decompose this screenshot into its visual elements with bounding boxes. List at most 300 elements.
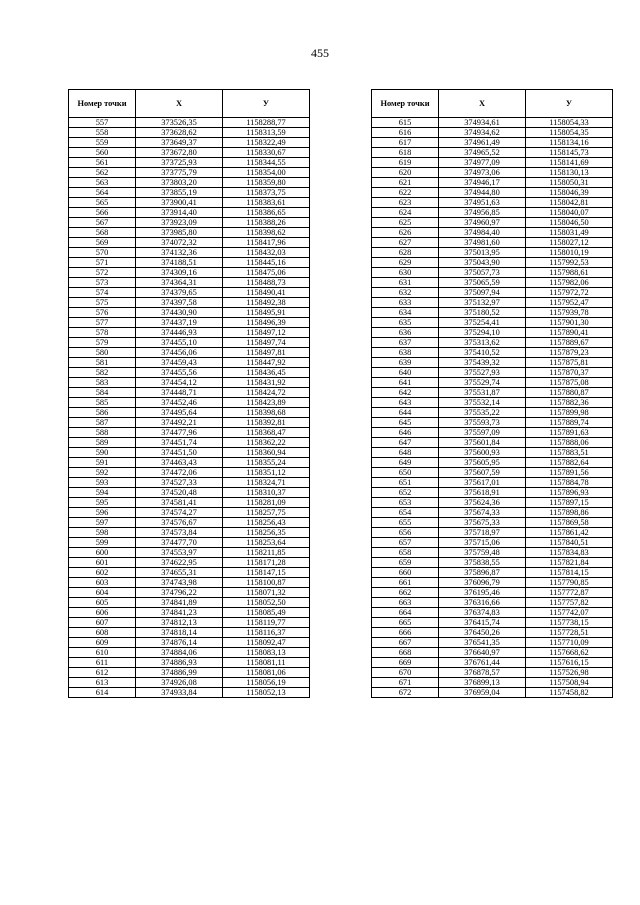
table-row [69,248,310,258]
y-coordinate-cell: 1158054,35 [526,128,613,138]
x-coordinate-cell: 376899,13 [439,678,526,688]
table-row [372,548,613,558]
table-row [69,478,310,488]
x-coordinate-cell: 374072,32 [136,238,223,248]
y-coordinate-cell: 1158253,64 [223,538,310,548]
x-coordinate-cell: 375439,32 [439,358,526,368]
header-x: Х [439,90,526,118]
x-coordinate-cell: 374841,23 [136,608,223,618]
table-row [69,548,310,558]
table-row [372,458,613,468]
y-coordinate-cell: 1158368,47 [223,428,310,438]
table-row [372,598,613,608]
point-number-cell: 599 [69,538,136,548]
x-coordinate-cell: 374951,63 [439,198,526,208]
y-coordinate-cell: 1157972,72 [526,288,613,298]
x-coordinate-cell: 376761,44 [439,658,526,668]
x-coordinate-cell: 374884,06 [136,648,223,658]
x-coordinate-cell: 375097,94 [439,288,526,298]
table-row [69,388,310,398]
x-coordinate-cell: 374956,85 [439,208,526,218]
table-row [69,508,310,518]
table-row [372,648,613,658]
y-coordinate-cell: 1158313,59 [223,128,310,138]
table-row [372,468,613,478]
x-coordinate-cell: 374459,43 [136,358,223,368]
point-number-cell: 634 [372,308,439,318]
y-coordinate-cell: 1158417,96 [223,238,310,248]
y-coordinate-cell: 1157898,86 [526,508,613,518]
x-coordinate-cell: 373649,37 [136,138,223,148]
x-coordinate-cell: 374886,93 [136,658,223,668]
table-row [69,568,310,578]
point-number-cell: 573 [69,278,136,288]
point-number-cell: 661 [372,578,439,588]
x-coordinate-cell: 375057,73 [439,268,526,278]
table-row [69,518,310,528]
x-coordinate-cell: 375618,91 [439,488,526,498]
table-row [69,578,310,588]
point-number-cell: 588 [69,428,136,438]
x-coordinate-cell: 374926,08 [136,678,223,688]
table-row [372,398,613,408]
header-y: У [526,90,613,118]
table-row [372,568,613,578]
point-number-cell: 575 [69,298,136,308]
table-row [372,278,613,288]
x-coordinate-cell: 375254,41 [439,318,526,328]
y-coordinate-cell: 1158081,06 [223,668,310,678]
y-coordinate-cell: 1157458,82 [526,688,613,698]
table-row [372,208,613,218]
y-coordinate-cell: 1157952,47 [526,298,613,308]
table-row [69,588,310,598]
y-coordinate-cell: 1158085,49 [223,608,310,618]
table-row [69,298,310,308]
table-row [372,668,613,678]
table-row [69,368,310,378]
y-coordinate-cell: 1158497,81 [223,348,310,358]
y-coordinate-cell: 1157884,78 [526,478,613,488]
y-coordinate-cell: 1157710,09 [526,638,613,648]
point-number-cell: 601 [69,558,136,568]
table-row [372,378,613,388]
y-coordinate-cell: 1158281,09 [223,498,310,508]
x-coordinate-cell: 373803,20 [136,178,223,188]
point-number-cell: 623 [372,198,439,208]
y-coordinate-cell: 1158100,87 [223,578,310,588]
point-number-cell: 667 [372,638,439,648]
point-number-cell: 657 [372,538,439,548]
x-coordinate-cell: 374456,06 [136,348,223,358]
y-coordinate-cell: 1158081,11 [223,658,310,668]
point-number-cell: 643 [372,398,439,408]
point-number-cell: 617 [372,138,439,148]
y-coordinate-cell: 1157882,36 [526,398,613,408]
y-coordinate-cell: 1158492,38 [223,298,310,308]
table-header-row [69,90,310,118]
x-coordinate-cell: 375624,36 [439,498,526,508]
y-coordinate-cell: 1157821,84 [526,558,613,568]
header-x: Х [136,90,223,118]
point-number-cell: 578 [69,328,136,338]
point-number-cell: 582 [69,368,136,378]
table-row [69,528,310,538]
point-number-cell: 577 [69,318,136,328]
point-number-cell: 627 [372,238,439,248]
point-number-cell: 559 [69,138,136,148]
point-number-cell: 666 [372,628,439,638]
x-coordinate-cell: 373855,19 [136,188,223,198]
y-coordinate-cell: 1157896,93 [526,488,613,498]
y-coordinate-cell: 1158288,77 [223,118,310,128]
table-row [372,298,613,308]
table-row [372,408,613,418]
point-number-cell: 659 [372,558,439,568]
table-row [69,278,310,288]
table-row [372,508,613,518]
y-coordinate-cell: 1158423,89 [223,398,310,408]
y-coordinate-cell: 1157879,23 [526,348,613,358]
point-number-cell: 610 [69,648,136,658]
point-number-cell: 630 [372,268,439,278]
point-number-cell: 581 [69,358,136,368]
point-number-cell: 629 [372,258,439,268]
x-coordinate-cell: 376316,66 [439,598,526,608]
y-coordinate-cell: 1158027,12 [526,238,613,248]
x-coordinate-cell: 374581,41 [136,498,223,508]
x-coordinate-cell: 374364,31 [136,278,223,288]
table-row [69,598,310,608]
table-row [372,638,613,648]
y-coordinate-cell: 1158386,65 [223,208,310,218]
x-coordinate-cell: 374984,40 [439,228,526,238]
table-row [69,668,310,678]
x-coordinate-cell: 376195,46 [439,588,526,598]
y-coordinate-cell: 1157526,98 [526,668,613,678]
y-coordinate-cell: 1158392,81 [223,418,310,428]
y-coordinate-cell: 1158351,12 [223,468,310,478]
table-row [372,188,613,198]
x-coordinate-cell: 374430,90 [136,308,223,318]
point-number-cell: 655 [372,518,439,528]
x-coordinate-cell: 375605,95 [439,458,526,468]
point-number-cell: 566 [69,208,136,218]
table-row [69,608,310,618]
y-coordinate-cell: 1157882,64 [526,458,613,468]
table-row [372,558,613,568]
table-row [372,228,613,238]
x-coordinate-cell: 375531,87 [439,388,526,398]
x-coordinate-cell: 374818,14 [136,628,223,638]
y-coordinate-cell: 1158310,37 [223,488,310,498]
x-coordinate-cell: 374946,17 [439,178,526,188]
x-coordinate-cell: 374796,22 [136,588,223,598]
point-number-cell: 567 [69,218,136,228]
point-number-cell: 622 [372,188,439,198]
x-coordinate-cell: 373628,62 [136,128,223,138]
point-number-cell: 621 [372,178,439,188]
y-coordinate-cell: 1157814,15 [526,568,613,578]
x-coordinate-cell: 374397,58 [136,298,223,308]
y-coordinate-cell: 1158330,67 [223,148,310,158]
y-coordinate-cell: 1158496,39 [223,318,310,328]
x-coordinate-cell: 373526,35 [136,118,223,128]
y-coordinate-cell: 1157875,08 [526,378,613,388]
x-coordinate-cell: 376541,35 [439,638,526,648]
y-coordinate-cell: 1157742,07 [526,608,613,618]
point-number-cell: 562 [69,168,136,178]
y-coordinate-cell: 1158054,33 [526,118,613,128]
table-row [69,498,310,508]
x-coordinate-cell: 374981,60 [439,238,526,248]
table-row [372,138,613,148]
table-row [372,488,613,498]
point-number-cell: 640 [372,368,439,378]
y-coordinate-cell: 1158256,43 [223,518,310,528]
x-coordinate-cell: 374977,09 [439,158,526,168]
table-row [372,418,613,428]
table-row [69,178,310,188]
y-coordinate-cell: 1157982,06 [526,278,613,288]
y-coordinate-cell: 1157880,87 [526,388,613,398]
x-coordinate-cell: 374934,61 [439,118,526,128]
table-row [69,238,310,248]
table-row [69,398,310,408]
y-coordinate-cell: 1158436,45 [223,368,310,378]
x-coordinate-cell: 374944,80 [439,188,526,198]
table-row [69,488,310,498]
y-coordinate-cell: 1158145,73 [526,148,613,158]
table-row [69,118,310,128]
y-coordinate-cell: 1157861,42 [526,528,613,538]
table-row [372,448,613,458]
table-row [69,648,310,658]
y-coordinate-cell: 1157888,06 [526,438,613,448]
table-row [372,688,613,698]
point-number-cell: 663 [372,598,439,608]
y-coordinate-cell: 1157728,51 [526,628,613,638]
point-number-cell: 656 [372,528,439,538]
table-row [372,678,613,688]
y-coordinate-cell: 1158071,32 [223,588,310,598]
point-number-cell: 594 [69,488,136,498]
x-coordinate-cell: 375529,74 [439,378,526,388]
table-row [372,288,613,298]
y-coordinate-cell: 1157869,58 [526,518,613,528]
point-number-cell: 664 [372,608,439,618]
x-coordinate-cell: 375759,48 [439,548,526,558]
table-row [69,228,310,238]
point-number-cell: 668 [372,648,439,658]
point-number-cell: 638 [372,348,439,358]
table-row [372,158,613,168]
table-row [69,448,310,458]
x-coordinate-cell: 375065,59 [439,278,526,288]
x-coordinate-cell: 375410,52 [439,348,526,358]
point-number-cell: 615 [372,118,439,128]
header-point-number: Номер точки [372,90,439,118]
x-coordinate-cell: 374527,33 [136,478,223,488]
x-coordinate-cell: 374622,95 [136,558,223,568]
point-number-cell: 597 [69,518,136,528]
table-row [372,308,613,318]
table-header-row [372,90,613,118]
point-number-cell: 579 [69,338,136,348]
header-point-number: Номер точки [69,90,136,118]
y-coordinate-cell: 1158445,16 [223,258,310,268]
x-coordinate-cell: 373923,09 [136,218,223,228]
table-row [372,658,613,668]
point-number-cell: 651 [372,478,439,488]
table-row [69,408,310,418]
table-row [69,678,310,688]
y-coordinate-cell: 1158398,62 [223,228,310,238]
table-row [372,318,613,328]
table-row [69,198,310,208]
table-row [69,138,310,148]
y-coordinate-cell: 1158031,49 [526,228,613,238]
table-row [372,148,613,158]
table-row [372,518,613,528]
x-coordinate-cell: 375617,01 [439,478,526,488]
y-coordinate-cell: 1158052,13 [223,688,310,698]
y-coordinate-cell: 1158362,22 [223,438,310,448]
point-number-cell: 614 [69,688,136,698]
table-row [372,358,613,368]
y-coordinate-cell: 1158092,47 [223,638,310,648]
table-row [372,178,613,188]
table-row [372,248,613,258]
x-coordinate-cell: 374454,12 [136,378,223,388]
x-coordinate-cell: 373985,80 [136,228,223,238]
point-number-cell: 658 [372,548,439,558]
y-coordinate-cell: 1158495,91 [223,308,310,318]
x-coordinate-cell: 375535,22 [439,408,526,418]
x-coordinate-cell: 375527,93 [439,368,526,378]
x-coordinate-cell: 374446,93 [136,328,223,338]
y-coordinate-cell: 1158052,50 [223,598,310,608]
point-number-cell: 596 [69,508,136,518]
y-coordinate-cell: 1157616,15 [526,658,613,668]
x-coordinate-cell: 374452,46 [136,398,223,408]
point-number-cell: 558 [69,128,136,138]
table-row [372,238,613,248]
point-number-cell: 571 [69,258,136,268]
x-coordinate-cell: 374574,27 [136,508,223,518]
y-coordinate-cell: 1158040,07 [526,208,613,218]
table-row [69,688,310,698]
y-coordinate-cell: 1158383,61 [223,198,310,208]
table-row [69,288,310,298]
table-row [372,608,613,618]
point-number-cell: 626 [372,228,439,238]
y-coordinate-cell: 1158050,31 [526,178,613,188]
point-number-cell: 618 [372,148,439,158]
x-coordinate-cell: 374463,43 [136,458,223,468]
y-coordinate-cell: 1158373,75 [223,188,310,198]
point-number-cell: 563 [69,178,136,188]
x-coordinate-cell: 374309,16 [136,268,223,278]
y-coordinate-cell: 1158130,13 [526,168,613,178]
x-coordinate-cell: 375294,10 [439,328,526,338]
y-coordinate-cell: 1157840,51 [526,538,613,548]
point-number-cell: 595 [69,498,136,508]
point-number-cell: 600 [69,548,136,558]
y-coordinate-cell: 1157870,37 [526,368,613,378]
point-number-cell: 572 [69,268,136,278]
point-number-cell: 652 [372,488,439,498]
table-row [69,128,310,138]
table-row [69,558,310,568]
y-coordinate-cell: 1158116,37 [223,628,310,638]
point-number-cell: 585 [69,398,136,408]
point-number-cell: 584 [69,388,136,398]
x-coordinate-cell: 374455,56 [136,368,223,378]
y-coordinate-cell: 1157889,67 [526,338,613,348]
y-coordinate-cell: 1158497,12 [223,328,310,338]
x-coordinate-cell: 375896,87 [439,568,526,578]
y-coordinate-cell: 1158431,92 [223,378,310,388]
point-number-cell: 672 [372,688,439,698]
table-row [69,218,310,228]
y-coordinate-cell: 1157790,85 [526,578,613,588]
x-coordinate-cell: 375132,97 [439,298,526,308]
point-number-cell: 619 [372,158,439,168]
x-coordinate-cell: 373900,41 [136,198,223,208]
x-coordinate-cell: 374495,64 [136,408,223,418]
point-number-cell: 557 [69,118,136,128]
y-coordinate-cell: 1158360,94 [223,448,310,458]
coordinates-table-right [371,89,613,698]
y-coordinate-cell: 1158490,41 [223,288,310,298]
x-coordinate-cell: 376374,83 [439,608,526,618]
x-coordinate-cell: 374973,06 [439,168,526,178]
table-row [372,438,613,448]
y-coordinate-cell: 1157668,62 [526,648,613,658]
point-number-cell: 644 [372,408,439,418]
x-coordinate-cell: 375601,84 [439,438,526,448]
y-coordinate-cell: 1157901,30 [526,318,613,328]
x-coordinate-cell: 374553,97 [136,548,223,558]
page-number: 455 [311,46,329,60]
point-number-cell: 564 [69,188,136,198]
table-row [372,118,613,128]
y-coordinate-cell: 1157757,82 [526,598,613,608]
x-coordinate-cell: 375607,59 [439,468,526,478]
point-number-cell: 603 [69,578,136,588]
y-coordinate-cell: 1158042,81 [526,198,613,208]
y-coordinate-cell: 1158432,03 [223,248,310,258]
x-coordinate-cell: 375593,73 [439,418,526,428]
x-coordinate-cell: 374451,50 [136,448,223,458]
table-row [69,148,310,158]
table-row [69,208,310,218]
point-number-cell: 662 [372,588,439,598]
y-coordinate-cell: 1158398,68 [223,408,310,418]
table-row [372,348,613,358]
point-number-cell: 608 [69,628,136,638]
table-row [372,588,613,598]
table-row [372,338,613,348]
table-row [372,538,613,548]
table-row [372,368,613,378]
y-coordinate-cell: 1158119,77 [223,618,310,628]
y-coordinate-cell: 1158354,00 [223,168,310,178]
x-coordinate-cell: 374655,31 [136,568,223,578]
table-row [69,158,310,168]
y-coordinate-cell: 1158355,24 [223,458,310,468]
